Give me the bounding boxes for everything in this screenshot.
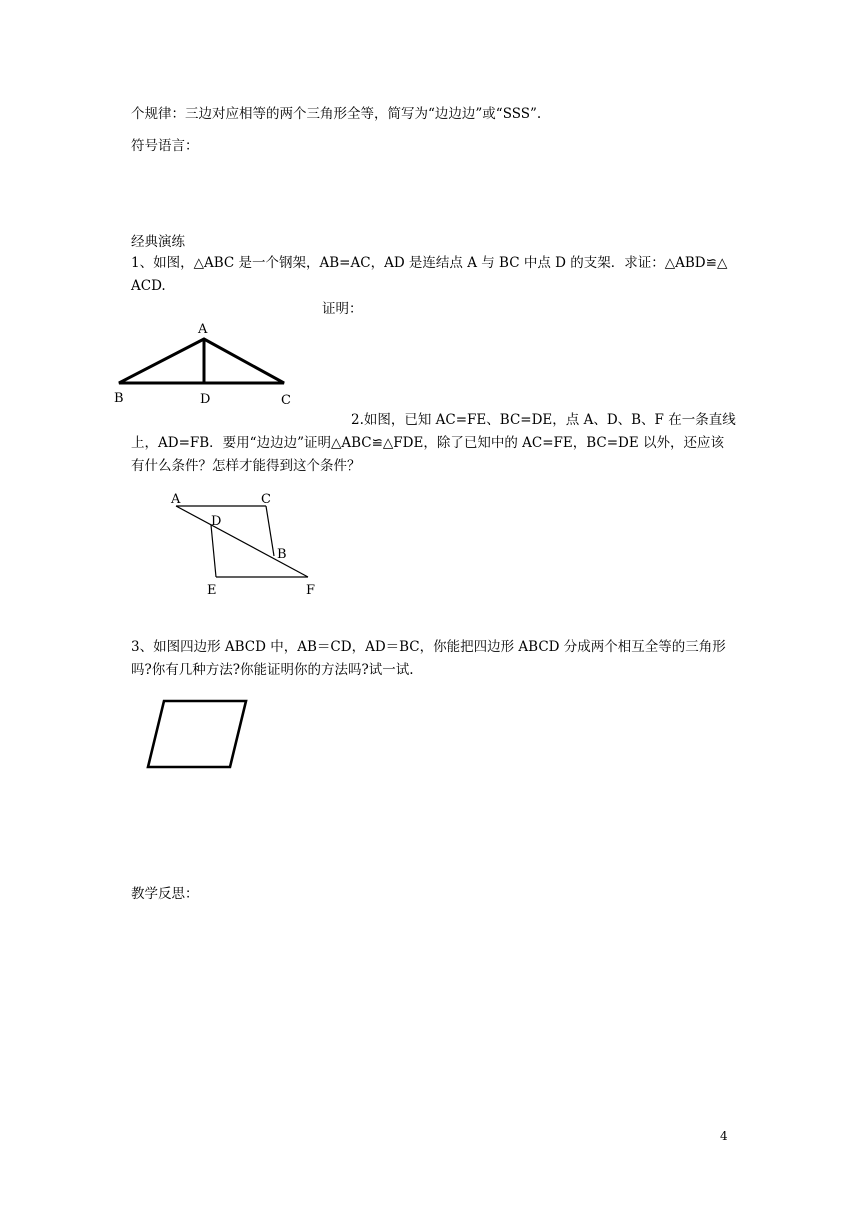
- label-a: A: [198, 322, 208, 337]
- label-c: C: [261, 492, 271, 507]
- question-3-line-1: 3、如图四边形 ABCD 中，AB＝CD，AD＝BC，你能把四边形 ABCD 分成两个相互全等的三角形: [131, 639, 726, 655]
- question-3-line-2: 吗?你有几种方法?你能证明你的方法吗?试一试.: [131, 662, 414, 678]
- proof-label: 证明：: [322, 301, 363, 317]
- label-a: A: [171, 492, 181, 507]
- section-title: 经典演练: [131, 234, 185, 250]
- label-c: C: [281, 393, 291, 408]
- label-d: D: [211, 514, 222, 529]
- label-e: E: [207, 583, 217, 598]
- label-f: F: [306, 583, 316, 598]
- parallelogram-abcd: [148, 701, 246, 767]
- question-2-line-3: 有什么条件？怎样才能得到这个条件？: [131, 458, 361, 474]
- symbol-language-label: 符号语言：: [131, 138, 199, 154]
- label-d: D: [200, 392, 211, 407]
- rule-text: 个规律：三边对应相等的两个三角形全等，简写为“边边边”或“SSS”.: [131, 106, 542, 122]
- question-2-line-2: 上，AD=FB．要用“边边边”证明△ABC≌△FDE，除了已知中的 AC=FE，BC=DE 以外，还应该: [131, 435, 725, 451]
- question-2-line-1: 2.如图，已知 AC=FE、BC=DE，点 A、D、B、F 在一条直线: [351, 412, 736, 428]
- question-1-line-2: ACD.: [131, 278, 166, 294]
- label-b: B: [114, 391, 124, 406]
- label-b: B: [277, 547, 287, 562]
- question-1-line-1: 1、如图，△ABC 是一个钢架，AB=AC，AD 是连结点 A 与 BC 中点 D 的支架．求证：△ABD≌△: [131, 255, 728, 271]
- reflection-label: 教学反思：: [131, 886, 199, 902]
- page-number: 4: [720, 1129, 728, 1143]
